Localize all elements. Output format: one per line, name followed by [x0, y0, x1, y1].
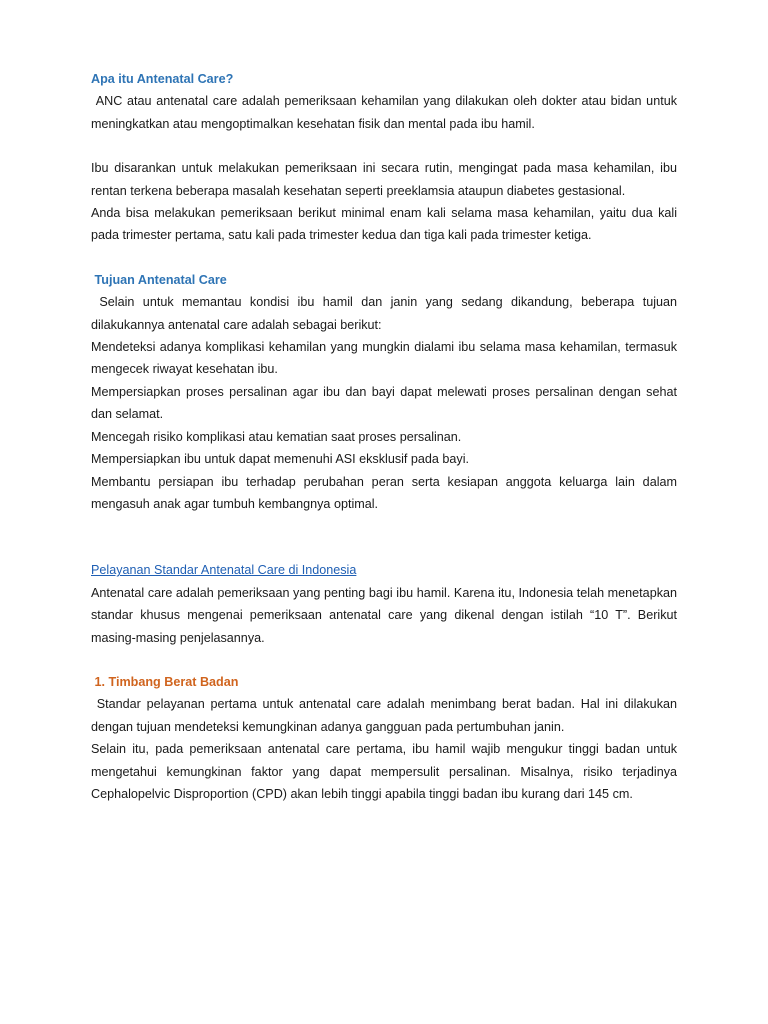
- paragraph: Antenatal care adalah pemeriksaan yang penting bagi ibu hamil. Karena itu, Indonesia telah menetapkan standar khusus mengenai pemeriksaan antenatal care yang dikenal dengan istilah “10 T”. Berikut masing-masing penjelasannya.: [91, 585, 677, 645]
- list-item: Mencegah risiko komplikasi atau kematian saat proses persalinan.: [91, 429, 462, 444]
- spacer: [91, 649, 677, 671]
- list-item: Mempersiapkan ibu untuk dapat memenuhi ASI eksklusif pada bayi.: [91, 452, 470, 467]
- list-item: Mendeteksi adanya komplikasi kehamilan yang mungkin dialami ibu selama masa kehamilan, termasuk mengecek riwayat kesehatan ibu.: [91, 340, 677, 377]
- spacer: [91, 515, 677, 559]
- heading-apa-itu-antenatal-care: Apa itu Antenatal Care?: [91, 72, 234, 86]
- list-item: Membantu persiapan ibu terhadap perubahan peran serta kesiapan anggota keluarga lain dalam mengasuh anak agar tumbuh kembangnya optimal.: [91, 474, 677, 511]
- paragraph: Standar pelayanan pertama untuk antenatal care adalah menimbang berat badan. Hal ini dilakukan dengan tujuan mendeteksi kemungkinan adanya gangguan pada pertumbuhan janin.: [91, 697, 681, 734]
- paragraph: Ibu disarankan untuk melakukan pemeriksaan ini secara rutin, mengingat pada masa kehamilan, ibu rentan terkena beberapa masalah kesehatan seperti preeklamsia ataupun diabetes gestasional.: [91, 161, 677, 198]
- spacer: [91, 135, 677, 157]
- paragraph: Selain itu, pada pemeriksaan antenatal care pertama, ibu hamil wajib mengukur tinggi badan untuk mengetahui kemungkinan faktor yang dapat mempersulit persalinan. Misalnya, risiko terjadinya Cephalopelvic Disproportion (CPD) akan lebih tinggi apabila tinggi badan ibu kurang dari 145 cm.: [91, 742, 677, 801]
- link-pelayanan-standar-antenatal-care[interactable]: Pelayanan Standar Antenatal Care di Indonesia: [91, 563, 357, 578]
- paragraph: Selain untuk memantau kondisi ibu hamil dan janin yang sedang dikandung, beberapa tujuan dilakukannya antenatal care adalah sebagai berikut:: [91, 295, 681, 332]
- heading-tujuan-antenatal-care: Tujuan Antenatal Care: [91, 272, 227, 287]
- document-body: [91, 68, 681, 805]
- spacer: [91, 247, 677, 269]
- heading-timbang-berat-badan: 1. Timbang Berat Badan: [91, 674, 239, 689]
- list-item: Mempersiapkan proses persalinan agar ibu dan bayi dapat melewati proses persalinan dengan sehat dan selamat.: [91, 384, 677, 422]
- paragraph: Anda bisa melakukan pemeriksaan berikut minimal enam kali selama masa kehamilan, yaitu dua kali pada trimester pertama, satu kali pada trimester kedua dan tiga kali pada trimester ketiga.: [91, 206, 677, 243]
- paragraph: ANC atau antenatal care adalah pemeriksaan kehamilan yang dilakukan oleh dokter atau bidan untuk meningkatkan atau mengoptimalkan kesehatan fisik dan mental pada ibu hamil.: [91, 94, 681, 131]
